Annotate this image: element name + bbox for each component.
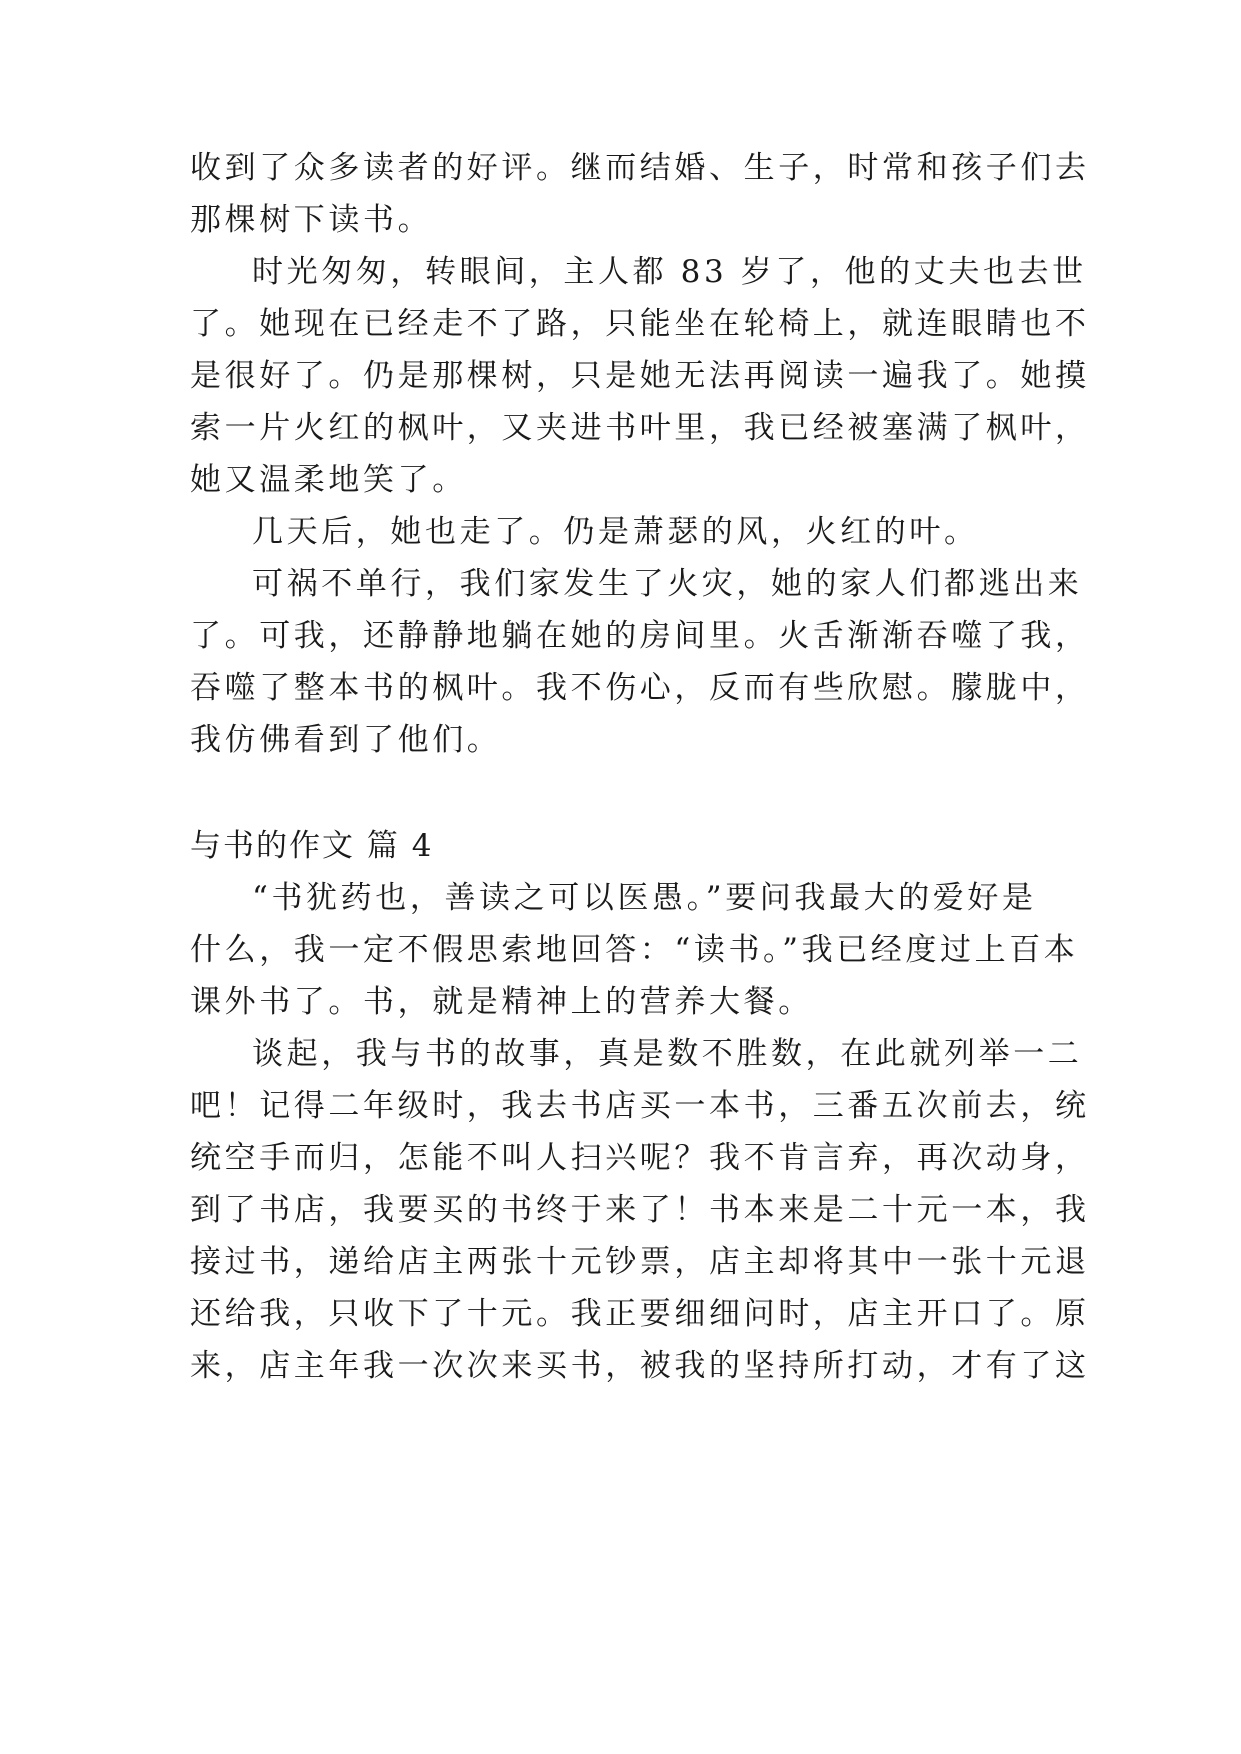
- paragraph-5-line-1: “书犹药也，善读之可以医愚。”要问我最大的爱好是: [252, 880, 1037, 916]
- paragraph-6-line-3: 统空手而归，怎能不叫人扫兴呢？我不肯言弃，再次动身，: [190, 1140, 1090, 1176]
- paragraph-6-line-6: 还给我，只收下了十元。我正要细细问时，店主开口了。原: [190, 1296, 1090, 1332]
- paragraph-4-line-4: 我仿佛看到了他们。: [190, 722, 502, 758]
- paragraph-4-line-1: 可祸不单行，我们家发生了火灾，她的家人们都逃出来: [252, 566, 1083, 602]
- paragraph-6-line-1: 谈起，我与书的故事，真是数不胜数，在此就列举一二: [252, 1036, 1083, 1072]
- paragraph-2-line-2: 了。她现在已经走不了路，只能坐在轮椅上，就连眼睛也不: [190, 306, 1090, 342]
- paragraph-6-line-7: 来，店主年我一次次来买书，被我的坚持所打动，才有了这: [190, 1348, 1090, 1384]
- paragraph-6-line-5: 接过书，递给店主两张十元钞票，店主却将其中一张十元退: [190, 1244, 1090, 1280]
- section-heading: 与书的作文 篇 4: [190, 828, 434, 864]
- paragraph-1-line-2: 那棵树下读书。: [190, 202, 433, 238]
- paragraph-4-line-3: 吞噬了整本书的枫叶。我不伤心，反而有些欣慰。朦胧中，: [190, 670, 1090, 706]
- paragraph-6-line-2: 吧！记得二年级时，我去书店买一本书，三番五次前去，统: [190, 1088, 1090, 1124]
- paragraph-2-line-5: 她又温柔地笑了。: [190, 462, 467, 498]
- paragraph-5-line-2: 什么，我一定不假思索地回答：“读书。”我已经度过上百本: [190, 932, 1079, 968]
- paragraph-1-line-1: 收到了众多读者的好评。继而结婚、生子，时常和孩子们去: [190, 150, 1090, 186]
- paragraph-2-line-1: 时光匆匆，转眼间，主人都 83 岁了，他的丈夫也去世: [252, 254, 1087, 290]
- paragraph-5-line-3: 课外书了。书，就是精神上的营养大餐。: [190, 984, 813, 1020]
- paragraph-3-line-1: 几天后，她也走了。仍是萧瑟的风，火红的叶。: [252, 514, 979, 550]
- paragraph-2-line-4: 索一片火红的枫叶，又夹进书叶里，我已经被塞满了枫叶，: [190, 410, 1090, 446]
- paragraph-6-line-4: 到了书店，我要买的书终于来了！书本来是二十元一本，我: [190, 1192, 1090, 1228]
- paragraph-2-line-3: 是很好了。仍是那棵树，只是她无法再阅读一遍我了。她摸: [190, 358, 1090, 394]
- paragraph-4-line-2: 了。可我，还静静地躺在她的房间里。火舌渐渐吞噬了我，: [190, 618, 1090, 654]
